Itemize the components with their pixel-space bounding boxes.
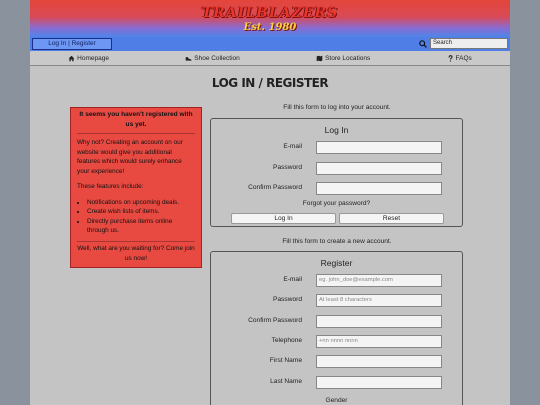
nav-homepage-label: Homepage — [77, 54, 109, 62]
register-confirm-input[interactable] — [316, 315, 442, 328]
promo-features-list — [77, 198, 195, 236]
nav-faqs-label: FAQs — [455, 54, 472, 62]
login-email-label: E-mail — [283, 143, 302, 150]
register-telephone-row — [211, 335, 462, 348]
promo-intro: Why not? Creating an account on our website would give you additional features which would surely enhance your experience! — [77, 139, 183, 175]
login-email-row — [211, 141, 462, 154]
main-nav — [30, 51, 510, 66]
page — [30, 0, 510, 405]
register-first-name-row — [211, 355, 462, 368]
page-title: LOG IN / REGISTER — [211, 76, 329, 90]
question-icon — [447, 55, 454, 62]
promo-feature-item: • Create wish lists of items. — [87, 207, 195, 217]
login-register-link[interactable]: Log In | Register — [32, 38, 112, 50]
nav-homepage[interactable] — [68, 55, 109, 62]
register-last-name-row — [211, 376, 462, 389]
register-password-input[interactable]: At least 8 characters — [316, 294, 442, 307]
register-confirm-row — [211, 315, 462, 328]
promo-feature-item: • Directly purchase items online through us. — [87, 217, 195, 236]
register-form — [210, 251, 463, 405]
login-confirm-input[interactable] — [316, 182, 442, 195]
register-email-row — [211, 274, 462, 287]
login-confirm-label: Confirm Password — [248, 184, 302, 191]
promo-heading: It seems you haven't registered with us yet. — [77, 110, 195, 134]
register-gender-label: Gender — [325, 397, 348, 404]
register-telephone-input[interactable]: +nn nnnn nnnn — [316, 335, 442, 348]
reset-button[interactable]: Reset — [339, 213, 444, 224]
search-area — [419, 38, 508, 49]
register-last-name-input[interactable] — [316, 376, 442, 389]
search-icon[interactable] — [419, 40, 427, 48]
home-icon — [68, 55, 75, 62]
nav-shoe-collection-label: Shoe Collection — [194, 54, 240, 62]
login-password-label: Password — [273, 164, 302, 171]
brand-logo[interactable]: TRAILBLAZERS — [201, 5, 339, 21]
login-button[interactable]: Log In — [231, 213, 336, 224]
register-password-row — [211, 294, 462, 307]
map-icon — [316, 55, 323, 62]
forgot-password-link[interactable]: Forgot your password? — [302, 200, 371, 207]
nav-faqs[interactable] — [447, 55, 472, 62]
search-input[interactable]: Search — [430, 38, 508, 49]
login-form — [210, 118, 463, 227]
register-instruction: Fill this form to create a new account. — [282, 238, 392, 245]
register-email-input[interactable]: eg. john_doe@example.com — [316, 274, 442, 287]
register-first-name-input[interactable] — [316, 355, 442, 368]
brand-established: Est. 1980 — [243, 22, 297, 33]
login-email-input[interactable] — [316, 141, 442, 154]
register-promo-box — [70, 107, 202, 268]
register-first-name-label: First Name — [269, 357, 302, 364]
header-banner — [30, 0, 510, 37]
login-password-row — [211, 162, 462, 175]
login-instruction: Fill this form to log into your account. — [283, 104, 391, 111]
promo-feature-item: • Notifications on upcoming deals. — [87, 198, 195, 208]
register-password-label: Password — [273, 296, 302, 303]
auth-bar — [30, 37, 510, 51]
register-heading: Register — [320, 258, 353, 268]
promo-footer: Well, what are you waiting for? Come join us now! — [77, 241, 195, 264]
shoe-icon — [185, 55, 192, 62]
login-heading: Log In — [324, 125, 349, 135]
register-email-label: E-mail — [283, 276, 302, 283]
promo-features-label: These features include: — [77, 183, 144, 190]
nav-shoe-collection[interactable] — [185, 55, 240, 62]
register-last-name-label: Last Name — [270, 378, 302, 385]
register-confirm-label: Confirm Password — [248, 317, 302, 324]
login-confirm-row — [211, 182, 462, 195]
register-telephone-label: Telephone — [271, 337, 302, 344]
nav-store-locations[interactable] — [316, 55, 370, 62]
login-password-input[interactable] — [316, 162, 442, 175]
nav-store-locations-label: Store Locations — [325, 54, 371, 62]
